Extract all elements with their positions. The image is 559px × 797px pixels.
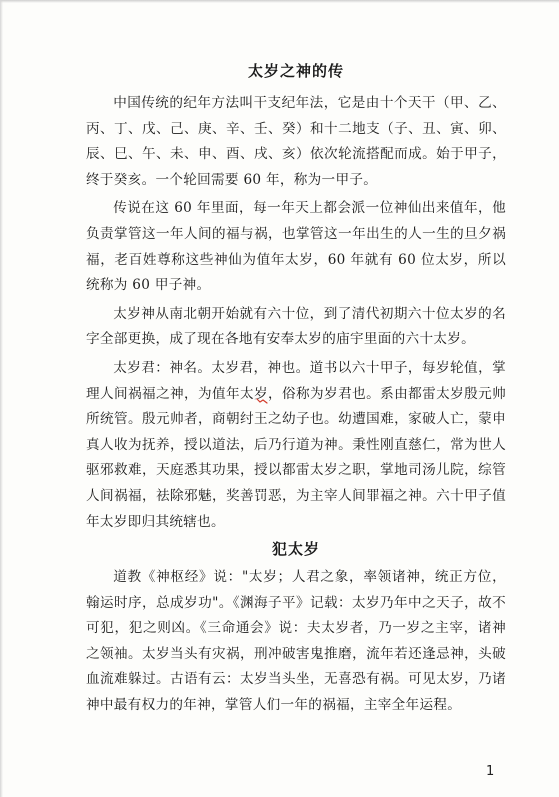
paragraph-taisui-jun: 太岁君：神名。太岁君，神也。道书以六十甲子，每岁轮值，掌理人间祸福之神，为值年太岁，俗称为岁君也。系由都雷太岁殷元帅所统管。殷元帅者，商朝纣王之幼子也。幼遭国难，家破人亡，蒙申真人收为抚养，授以道法，后乃行道为神。秉性刚直慈仁，常为世人驱邪救难，天庭悉其功果，授以都雷太岁之职，掌地司汤儿院，综管人间祸福，祛除邪魅，奖善罚恶，为主宰人间罪福之神。六十甲子值年太岁即归其统辖也。 [86, 359, 506, 530]
red-pen-mark [256, 398, 268, 404]
page-number: 1 [486, 764, 495, 779]
paragraph-history: 太岁神从南北朝开始就有六十位，到了清代初期六十位太岁的名字全部更换，成了现在各地有安奉太岁的庙宇里面的六十太岁。 [86, 305, 506, 348]
section-title-fan-taisui: 犯太岁 [271, 540, 320, 559]
page-content [86, 60, 506, 722]
paragraph-ganzhi: 中国传统的纪年方法叫干支纪年法，它是由十个天干（甲、乙、丙、丁、戊、己、庚、辛、壬、癸）和十二地支（子、丑、寅、卯、辰、巳、午、未、申、酉、戌、亥）依次轮流搭配而成。始于甲子，终于癸亥。一个轮回需要 60 年，称为一甲子。 [86, 95, 506, 188]
scan-edge-left [0, 0, 3, 797]
scan-edge-top [0, 0, 559, 3]
paragraph-60-gods: 传说在这 60 年里面，每一年天上都会派一位神仙出来值年，他负责掌管这一年人间的福与祸，也掌管这一年出生的人一生的旦夕祸福，老百姓尊称这些神仙为值年太岁，60 年就有 60 位太岁，所以统称为 60 甲子神。 [86, 200, 506, 294]
paragraph-fan-taisui: 道教《神枢经》说："太岁；人君之象，率领诸神，统正方位，翰运时序，总成岁功"。《渊海子平》记载：太岁乃年中之天子，故不可犯，犯之则凶。《三命通会》说：夫太岁者，乃一岁之主宰，诸神之领袖。太岁当头有灾祸，刑冲破害鬼推磨，流年若还逢忌神，头破血流难躲过。古语有云：太岁当头坐，无喜恐有祸。可见太岁，乃诸神中最有权力的年神，掌管人们一年的祸福，主宰全年运程。 [86, 569, 506, 714]
section-title-taisui-god: 太岁之神的传 [247, 62, 344, 80]
